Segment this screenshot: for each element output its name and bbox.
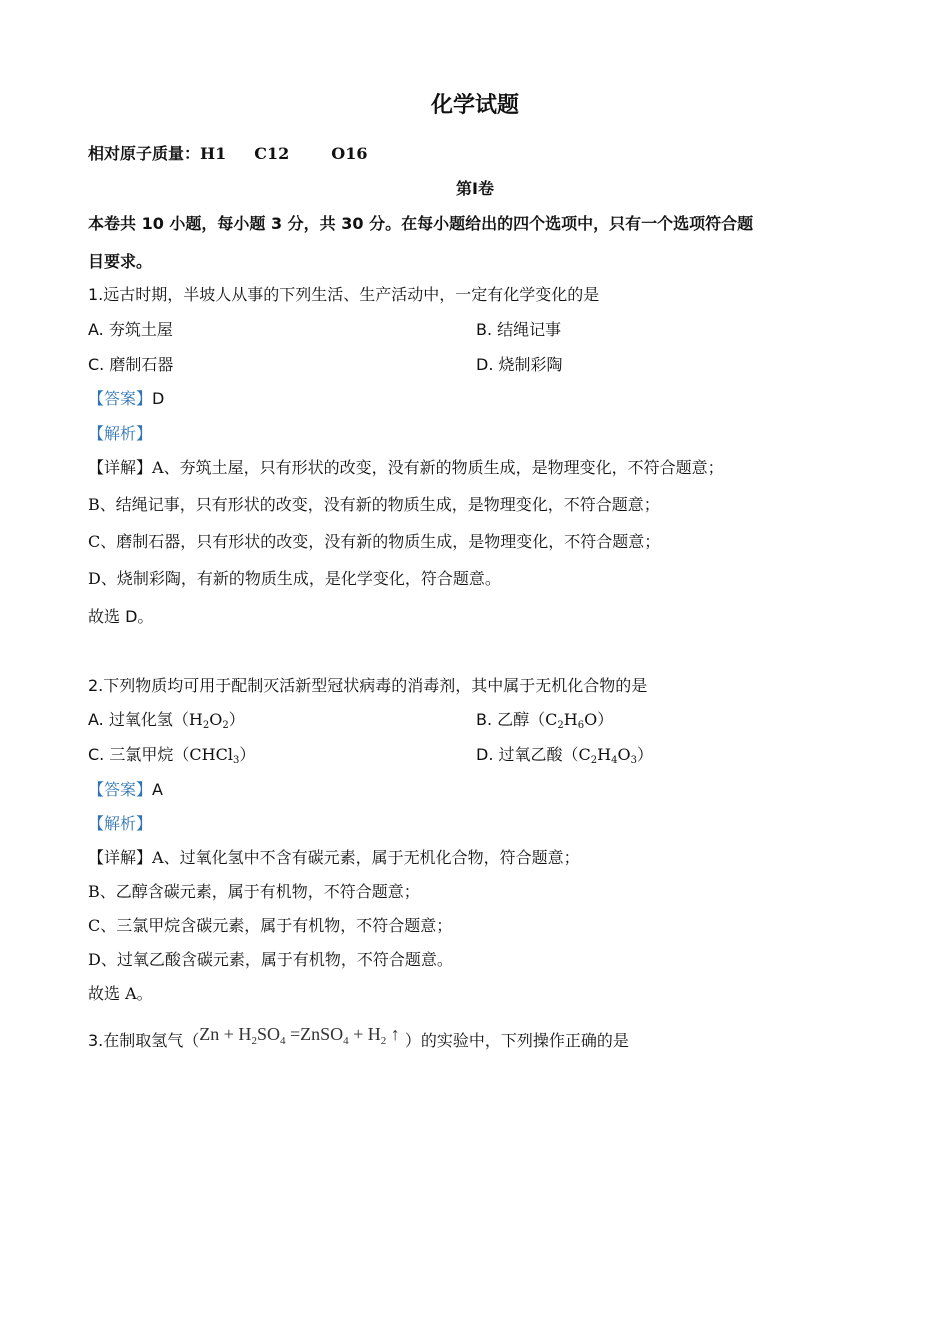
atomic-mass-o: O16 [331, 144, 368, 163]
q2-option-b-letter: B. [476, 710, 493, 729]
q2-option-c-letter: C. [88, 745, 105, 764]
q2-option-b-text: 乙醇（ [497, 710, 546, 729]
q1-option-d-letter: D. [476, 355, 494, 374]
q2-detail-tag: 【详解】 [88, 848, 153, 867]
q2-option-a-formula: $H_2O_2$） [188, 710, 245, 731]
q1-conclusion-pre: 故选 [88, 607, 126, 626]
atomic-mass-label: 相对原子质量： [88, 144, 201, 163]
q3-number: 3. [88, 1031, 104, 1050]
q1-detail-tag: 【详解】 [88, 458, 153, 477]
q1-conclusion-post: 。 [137, 607, 154, 626]
q1-option-a-letter: A. [88, 320, 104, 339]
q2-option-a [88, 710, 245, 730]
atomic-mass-c: C12 [254, 144, 290, 163]
q1-stem-text: 远古时期，半坡人从事的下列生活、生产活动中，一定有化学变化的是 [103, 285, 600, 304]
q2-detail-2: B、乙醇含碳元素，属于有机物，不符合题意； [88, 882, 420, 901]
q2-option-d-text: 过氧乙酸（ [498, 745, 579, 764]
q1-option-b-letter: B. [476, 320, 493, 339]
q2-detail-text-1: A、过氧化氢中不含有碳元素，属于无机化合物，符合题意； [152, 848, 580, 867]
q1-detail-4: D、烧制彩陶，有新的物质生成，是化学变化，符合题意。 [88, 569, 501, 588]
q1-answer-value: D [152, 389, 165, 408]
q3-stem-post: ）的实验中，下列操作正确的是 [404, 1031, 629, 1050]
q1-option-d [476, 355, 563, 375]
q2-detail-4: D、过氧乙酸含碳元素，属于有机物，不符合题意。 [88, 950, 453, 969]
q1-option-b [476, 320, 561, 340]
q1-analysis-tag: 【解析】 [88, 424, 153, 443]
q2-answer-value: A [152, 780, 163, 799]
q2-option-d [476, 745, 653, 765]
q1-option-c-text: 磨制石器 [109, 355, 174, 374]
q2-option-c-formula: CHCl$_3$） [189, 745, 256, 766]
q1-option-d-text: 烧制彩陶 [498, 355, 563, 374]
q2-option-c [88, 745, 255, 765]
q2-option-a-letter: A. [88, 710, 104, 729]
q2-option-d-formula: $C_2H_4O_3$） [578, 745, 653, 766]
q2-option-b [476, 710, 613, 730]
q2-option-c-text: 三氯甲烷（ [109, 745, 190, 764]
q2-option-a-text: 过氧化氢（ [108, 710, 189, 729]
q1-stem [88, 285, 599, 305]
q2-stem-text: 下列物质均可用于配制灭活新型冠状病毒的消毒剂，其中属于无机化合物的是 [103, 676, 648, 695]
q1-answer [88, 389, 164, 409]
q2-option-d-letter: D. [476, 745, 494, 764]
q1-option-c [88, 355, 173, 375]
q1-detail-1 [88, 458, 724, 478]
q1-option-b-text: 结绳记事 [497, 320, 562, 339]
q2-number: 2. [88, 676, 104, 695]
q2-analysis-tag: 【解析】 [88, 814, 153, 833]
q2-conclusion: 故选 A。 [88, 984, 153, 1003]
q2-option-b-formula: $C_2H_6O$） [545, 710, 614, 731]
q3-stem-pre: 在制取氢气（ [103, 1031, 200, 1050]
instructions-line-2: 目要求。 [88, 252, 153, 271]
q1-number: 1. [88, 285, 104, 304]
q2-stem [88, 676, 647, 696]
atomic-mass-h: H1 [200, 144, 227, 163]
q1-option-a [88, 320, 173, 340]
q1-detail-2: B、结绳记事，只有形状的改变，没有新的物质生成，是物理变化，不符合题意； [88, 495, 660, 514]
q1-conclusion-answer: D [125, 607, 138, 626]
q2-answer [88, 780, 163, 800]
q2-answer-tag: 【答案】 [88, 780, 153, 799]
atomic-mass-line [88, 144, 367, 164]
q1-conclusion [88, 607, 153, 627]
q1-option-a-text: 夯筑土屋 [108, 320, 173, 339]
q3-equation: $Zn + H_2SO_4$ =ZnSO$_4$ + $H_2$ ↑ [199, 1024, 400, 1047]
instructions-line-1: 本卷共 10 小题，每小题 3 分，共 30 分。在每小题给出的四个选项中，只有一个选项符合题 [88, 214, 754, 233]
q1-detail-3: C、磨制石器，只有形状的改变，没有新的物质生成，是物理变化，不符合题意； [88, 532, 661, 551]
q1-option-c-letter: C. [88, 355, 105, 374]
q1-answer-tag: 【答案】 [88, 389, 153, 408]
q3-stem [88, 1024, 629, 1057]
part-heading: 第Ⅰ卷 [456, 179, 494, 198]
q2-detail-3: C、三氯甲烷含碳元素，属于有机物，不符合题意； [88, 916, 453, 935]
q2-detail-1 [88, 848, 580, 868]
page-title: 化学试题 [430, 93, 519, 118]
q1-detail-text-1: A、夯筑土屋，只有形状的改变，没有新的物质生成，是物理变化，不符合题意； [152, 458, 724, 477]
